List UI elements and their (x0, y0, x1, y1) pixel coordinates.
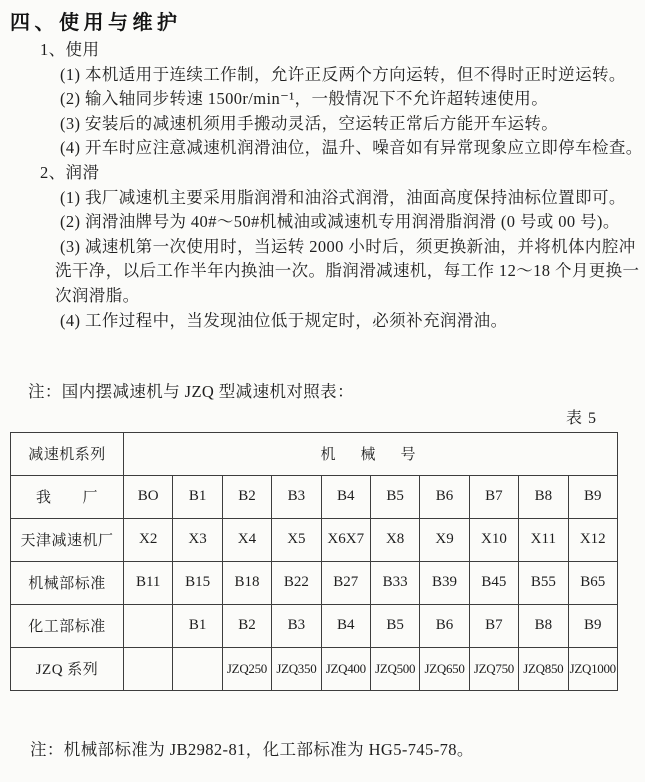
table-cell: X4 (222, 518, 271, 561)
row-label: 化工部标准 (11, 604, 124, 647)
table-cell: B4 (321, 604, 370, 647)
table-cell: JZQ500 (370, 647, 419, 690)
table-cell: B15 (173, 561, 222, 604)
table-cell: B39 (420, 561, 469, 604)
table-cell: JZQ750 (469, 647, 518, 690)
table-cell: BO (124, 475, 173, 518)
table-cell: B9 (568, 604, 617, 647)
usage-section-heading: 1、使用 (40, 40, 100, 59)
table-cell: B7 (469, 604, 518, 647)
table-cell: B27 (321, 561, 370, 604)
table-cell: B1 (173, 475, 222, 518)
table-cell: X11 (519, 518, 568, 561)
lubrication-item-3-line-1: (3) 减速机第一次使用时，当运转 2000 小时后，须更换新油，并将机体内腔冲 (60, 236, 636, 256)
table-cell: B55 (519, 561, 568, 604)
table-row (11, 604, 618, 647)
table-row (11, 561, 618, 604)
lubrication-item-2: (2) 润滑油牌号为 40#～50#机械油或减速机专用润滑脂润滑 (0 号或 00 号)。 (60, 212, 620, 232)
table-number-label: 表 5 (565, 409, 597, 427)
document-page (0, 8, 645, 782)
table-cell: X10 (469, 518, 518, 561)
table-row (11, 647, 618, 690)
row-label: 机械部标准 (11, 561, 124, 604)
corner-header-cell: 减速机系列 (11, 432, 124, 475)
table-cell: B3 (272, 604, 321, 647)
table-cell: B7 (469, 475, 518, 518)
table-cell: B18 (222, 561, 271, 604)
table-cell: B1 (173, 604, 222, 647)
table-cell: JZQ650 (420, 647, 469, 690)
table-header-row (11, 432, 618, 475)
table-cell: B22 (272, 561, 321, 604)
row-label: JZQ 系列 (11, 647, 124, 690)
table-cell: B9 (568, 475, 617, 518)
table-row (11, 518, 618, 561)
row-label: 天津减速机厂 (11, 518, 124, 561)
standards-footnote: 注：机械部标准为 JB2982-81，化工部标准为 HG5-745-78。 (30, 739, 474, 759)
table-cell: B11 (124, 561, 173, 604)
table-cell: B2 (222, 604, 271, 647)
table-cell (173, 647, 222, 690)
table-cell: JZQ350 (272, 647, 321, 690)
lubrication-section (0, 161, 645, 333)
table-cell: JZQ250 (222, 647, 271, 690)
table-cell: B8 (519, 475, 568, 518)
usage-section (0, 38, 645, 161)
table-intro-note: 注：国内摆减速机与 JZQ 型减速机对照表： (28, 382, 354, 402)
table-cell: X9 (420, 518, 469, 561)
usage-item-3: (3) 安装后的减速机须用手搬动灵活，空运转正常后方能开车运转。 (60, 113, 559, 133)
table-row (11, 475, 618, 518)
table-cell: X2 (124, 518, 173, 561)
reducer-comparison-table (10, 432, 618, 691)
table-cell: B5 (370, 475, 419, 518)
page-title: 四、使用与维护 (10, 12, 182, 34)
table-cell: B65 (568, 561, 617, 604)
table-cell (124, 647, 173, 690)
lubrication-item-3-line-2: 洗干净，以后工作半年内换油一次。脂润滑减速机，每工作 12～18 个月更换一 (55, 261, 640, 281)
table-cell: X8 (370, 518, 419, 561)
table-cell: B45 (469, 561, 518, 604)
table-cell: B2 (222, 475, 271, 518)
lubrication-item-4: (4) 工作过程中，当发现油位低于规定时，必须补充润滑油。 (60, 310, 508, 330)
table-cell: JZQ850 (519, 647, 568, 690)
table-cell: X12 (568, 518, 617, 561)
usage-item-2: (2) 输入轴同步转速 1500r/min⁻¹，一般情况下不允许超转速使用。 (60, 89, 549, 109)
table-cell: B6 (420, 475, 469, 518)
table-cell: B33 (370, 561, 419, 604)
table-cell: B4 (321, 475, 370, 518)
lubrication-item-1: (1) 我厂减速机主要采用脂润滑和油浴式润滑，油面高度保持油标位置即可。 (60, 187, 626, 207)
table-cell: X5 (272, 518, 321, 561)
usage-item-4: (4) 开车时应注意减速机润滑油位，温升、噪音如有异常现象应立即停车检查。 (60, 138, 643, 158)
table-cell: X6X7 (321, 518, 370, 561)
lubrication-item-3-line-3: 次润滑脂。 (55, 285, 140, 305)
row-label: 我 厂 (11, 475, 124, 518)
lubrication-section-heading: 2、润滑 (40, 162, 100, 182)
table-cell: JZQ1000 (568, 647, 617, 690)
table-cell: JZQ400 (321, 647, 370, 690)
table-cell: B8 (519, 604, 568, 647)
table-cell: B5 (370, 604, 419, 647)
table-cell: X3 (173, 518, 222, 561)
table-cell: B3 (272, 475, 321, 518)
usage-item-1: (1) 本机适用于连续工作制，允许正反两个方向运转，但不得时正时逆运转。 (60, 64, 626, 84)
machine-number-header-cell: 机 械 号 (124, 432, 618, 475)
table-cell (124, 604, 173, 647)
table-cell: B6 (420, 604, 469, 647)
